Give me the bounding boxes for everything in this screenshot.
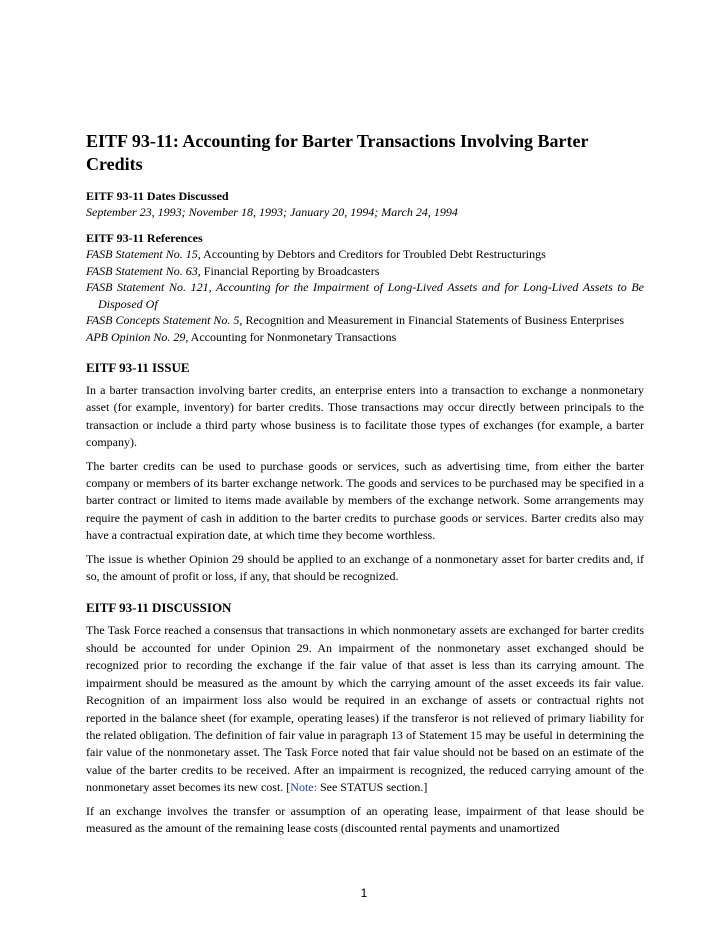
discussion-paragraph: The Task Force reached a consensus that transactions in which nonmonetary assets are exchanged for barter credits should be accounted for under Opinion 29. An impairment of the nonmonetary asset exchanged should be recognized prior to recording the exchange if the fair value of that asset is less than its carrying amount. The impairment should be measured as the amount by which the carrying amount of the asset exceeds its fair value. Recognition of an impairment loss also would be required in an exchange of assets or contractual rights not reported in the balance sheet (for example, operating leases) if the transferor is not relieved of primary liability for the related obligation. The definition of fair value in paragraph 13 of Statement 15 may be useful in determining the fair value of the nonmonetary asset. The Task Force noted that fair value should not be based on an estimate of the value of the barter credits to be received. After an impairment is recognized, the reduced carrying amount of the nonmonetary asset becomes its new cost. [Note: See STATUS section.] xyxy=(86,623,644,795)
reference-item: FASB Statement No. 15, Accounting by Debtors and Creditors for Troubled Debt Restructurings xyxy=(86,247,546,261)
page-number: 1 xyxy=(360,886,368,900)
dates-discussed: September 23, 1993; November 18, 1993; January 20, 1994; March 24, 1994 xyxy=(86,205,458,219)
document-page xyxy=(86,130,644,843)
issue-heading: EITF 93-11 ISSUE xyxy=(86,360,190,375)
dates-discussed-label: EITF 93-11 Dates Discussed xyxy=(86,189,229,203)
issue-paragraph: The issue is whether Opinion 29 should be applied to an exchange of a nonmonetary asset for barter credits and, if so, the amount of profit or loss, if any, that should be recognized. xyxy=(86,551,644,584)
references-label: EITF 93-11 References xyxy=(86,231,203,245)
issue-paragraph: The barter credits can be used to purchase goods or services, such as advertising time, from either the barter company or members of its barter exchange network. The goods and services to be purchased may be specified in a barter contract or limited to items made available by members of the exchange network. Some arrangements may require the payment of cash in addition to the barter credits to purchase goods or services. Barter credits also may have a contractual expiration date, at which time they become worthless. xyxy=(86,458,644,543)
issue-paragraph: In a barter transaction involving barter credits, an enterprise enters into a transaction to exchange a nonmonetary asset (for example, inventory) for barter credits. Those transactions may occur directly between principals to the transaction or include a third party whose business is to facilitate those types of exchanges (for example, a barter company). xyxy=(86,383,644,450)
reference-item: FASB Statement No. 63, Financial Reporting by Broadcasters xyxy=(86,263,380,278)
reference-item: FASB Statement No. 121, Accounting for the Impairment of Long-Lived Assets and for Long-Lived Assets to Be Disposed Of xyxy=(86,280,644,311)
note-link[interactable]: Note: xyxy=(290,780,317,795)
discussion-heading: EITF 93-11 DISCUSSION xyxy=(86,600,232,616)
discussion-paragraph: If an exchange involves the transfer or assumption of an operating lease, impairment of that lease should be measured as the amount of the remaining lease costs (discounted rental payments and unamortized xyxy=(86,803,644,835)
document-title: EITF 93-11: Accounting for Barter Transactions Involving Barter Credits xyxy=(86,131,589,174)
references-list xyxy=(86,246,644,345)
reference-item: FASB Concepts Statement No. 5, Recognition and Measurement in Financial Statements of Business Enterprises xyxy=(86,313,625,327)
reference-item: APB Opinion No. 29, Accounting for Nonmonetary Transactions xyxy=(86,329,397,344)
